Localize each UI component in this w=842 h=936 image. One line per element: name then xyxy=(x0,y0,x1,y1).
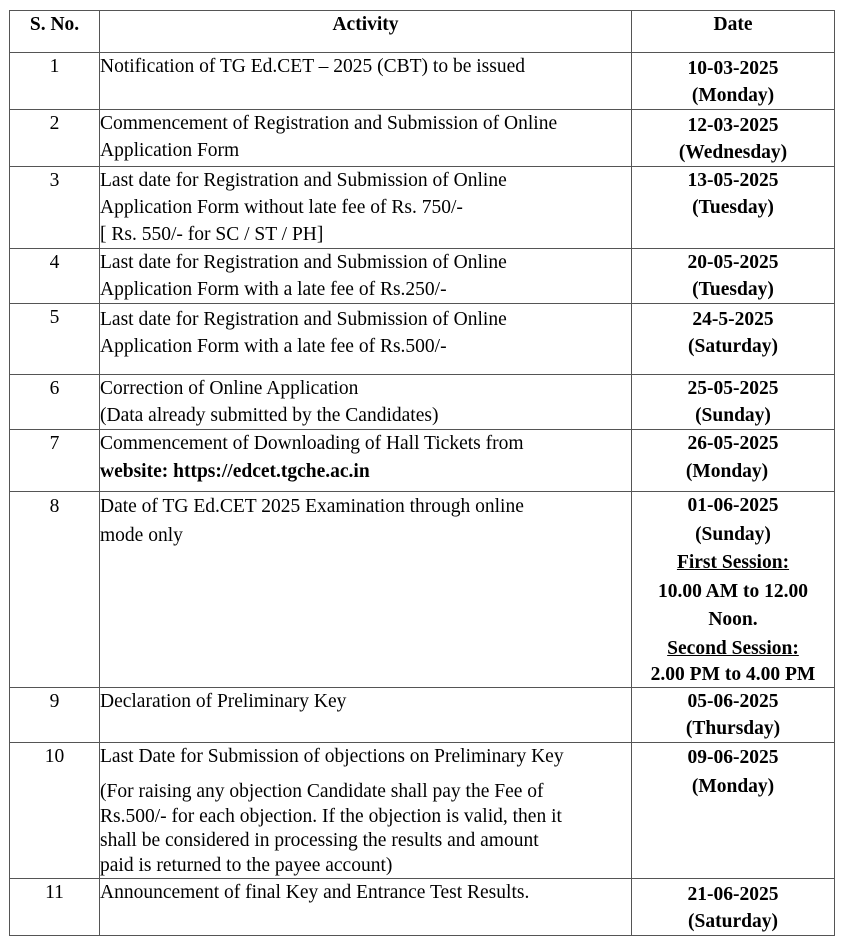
date-value: 10-03-2025 xyxy=(687,58,779,79)
table-row xyxy=(10,110,835,167)
date-day: (Tuesday) xyxy=(692,197,774,218)
row-sno: 2 xyxy=(10,110,100,167)
row-activity xyxy=(100,53,632,110)
date-day: (Monday) xyxy=(691,85,775,106)
first-session-time: 10.00 AM to 12.00 xyxy=(657,580,809,602)
header-activity: Activity xyxy=(100,11,632,53)
second-session-label: Second Session: xyxy=(667,637,799,659)
row-date xyxy=(632,879,835,936)
date-value: 05-06-2025 xyxy=(687,691,779,712)
activity-line: Declaration of Preliminary Key xyxy=(100,691,347,712)
date-value: 26-05-2025 xyxy=(687,433,779,454)
row-activity xyxy=(100,492,632,688)
objection-note xyxy=(100,780,631,878)
date-value: 25-05-2025 xyxy=(687,378,779,399)
table-row xyxy=(10,53,835,110)
row-activity xyxy=(100,688,632,743)
row-sno: 8 xyxy=(10,492,100,688)
row-sno: 9 xyxy=(10,688,100,743)
activity-line: Application Form with a late fee of Rs.250/- xyxy=(100,279,447,300)
activity-line: Last date for Registration and Submission of Online xyxy=(100,309,507,330)
date-day: (Sunday) xyxy=(695,405,771,426)
row-date xyxy=(632,53,835,110)
table-row xyxy=(10,743,835,879)
row-date xyxy=(632,249,835,304)
activity-line: Announcement of final Key and Entrance Test Results. xyxy=(100,882,530,903)
table-row xyxy=(10,879,835,936)
date-value: 09-06-2025 xyxy=(687,747,779,768)
date-value: 24-5-2025 xyxy=(692,309,774,330)
activity-line: Application Form with a late fee of Rs.500/- xyxy=(100,336,447,357)
note-line: (For raising any objection Candidate shall pay the Fee of xyxy=(100,781,544,802)
note-line: shall be considered in processing the results and amount xyxy=(100,830,539,851)
table-row xyxy=(10,375,835,430)
row-activity xyxy=(100,110,632,167)
date-value: 21-06-2025 xyxy=(687,884,779,905)
row-activity xyxy=(100,879,632,936)
row-activity xyxy=(100,430,632,492)
row-date xyxy=(632,167,835,249)
row-date xyxy=(632,430,835,492)
header-row xyxy=(10,11,835,53)
table-row xyxy=(10,688,835,743)
date-value: 13-05-2025 xyxy=(687,170,779,191)
activity-line: Commencement of Registration and Submission of Online xyxy=(100,113,558,134)
first-session-label: First Session: xyxy=(676,552,790,573)
activity-line: Last date for Registration and Submission of Online xyxy=(100,252,507,273)
row-date xyxy=(632,375,835,430)
header-sno: S. No. xyxy=(10,11,100,53)
row-sno: 1 xyxy=(10,53,100,110)
row-sno: 4 xyxy=(10,249,100,304)
note-line: Rs.500/- for each objection. If the objection is valid, then it xyxy=(100,805,562,827)
activity-line: [ Rs. 550/- for SC / ST / PH] xyxy=(100,224,324,245)
date-day: (Saturday) xyxy=(688,336,778,357)
date-value: 01-06-2025 xyxy=(687,495,779,516)
row-sno: 6 xyxy=(10,375,100,430)
activity-line: Date of TG Ed.CET 2025 Examination through online xyxy=(100,496,524,517)
schedule-table xyxy=(9,10,835,936)
activity-line: Commencement of Downloading of Hall Tickets from xyxy=(100,433,524,454)
date-value: 12-03-2025 xyxy=(687,115,779,136)
date-value: 20-05-2025 xyxy=(687,252,779,273)
row-activity xyxy=(100,375,632,430)
row-activity xyxy=(100,304,632,375)
header-date: Date xyxy=(632,11,835,53)
table-row xyxy=(10,492,835,688)
row-activity xyxy=(100,167,632,249)
table-row xyxy=(10,430,835,492)
date-day: (Sunday) xyxy=(695,523,771,545)
website-link[interactable]: website: https://edcet.tgche.ac.in xyxy=(100,461,370,482)
row-date xyxy=(632,688,835,743)
activity-line: Application Form xyxy=(100,140,240,161)
table-row xyxy=(10,304,835,375)
date-day: (Saturday) xyxy=(688,911,778,932)
row-sno: 10 xyxy=(10,743,100,879)
row-activity xyxy=(100,743,632,879)
date-day: (Wednesday) xyxy=(678,142,788,163)
row-sno: 3 xyxy=(10,167,100,249)
row-sno: 11 xyxy=(10,879,100,936)
date-day: (Monday) xyxy=(691,776,775,797)
table-row xyxy=(10,167,835,249)
table-row xyxy=(10,249,835,304)
activity-line: (Data already submitted by the Candidates) xyxy=(100,405,439,426)
row-sno: 5 xyxy=(10,304,100,375)
second-session-time: 2.00 PM to 4.00 PM xyxy=(650,664,816,685)
row-date xyxy=(632,110,835,167)
date-day: (Monday) xyxy=(685,461,769,482)
row-date xyxy=(632,492,835,688)
date-day: (Thursday) xyxy=(685,718,781,739)
row-sno: 7 xyxy=(10,430,100,492)
activity-line: Notification of TG Ed.CET – 2025 (CBT) to be issued xyxy=(100,56,525,77)
activity-line: Correction of Online Application xyxy=(100,378,359,399)
activity-line: Application Form without late fee of Rs. 750/- xyxy=(100,197,463,218)
note-line: paid is returned to the payee account) xyxy=(100,854,393,876)
row-activity xyxy=(100,249,632,304)
activity-line: Last date for Registration and Submission of Online xyxy=(100,170,507,191)
activity-line: mode only xyxy=(100,525,183,546)
first-session-time-end: Noon. xyxy=(708,609,758,630)
row-date xyxy=(632,304,835,375)
row-date xyxy=(632,743,835,879)
date-day: (Tuesday) xyxy=(692,279,774,300)
activity-line: Last Date for Submission of objections on Preliminary Key xyxy=(100,746,564,767)
